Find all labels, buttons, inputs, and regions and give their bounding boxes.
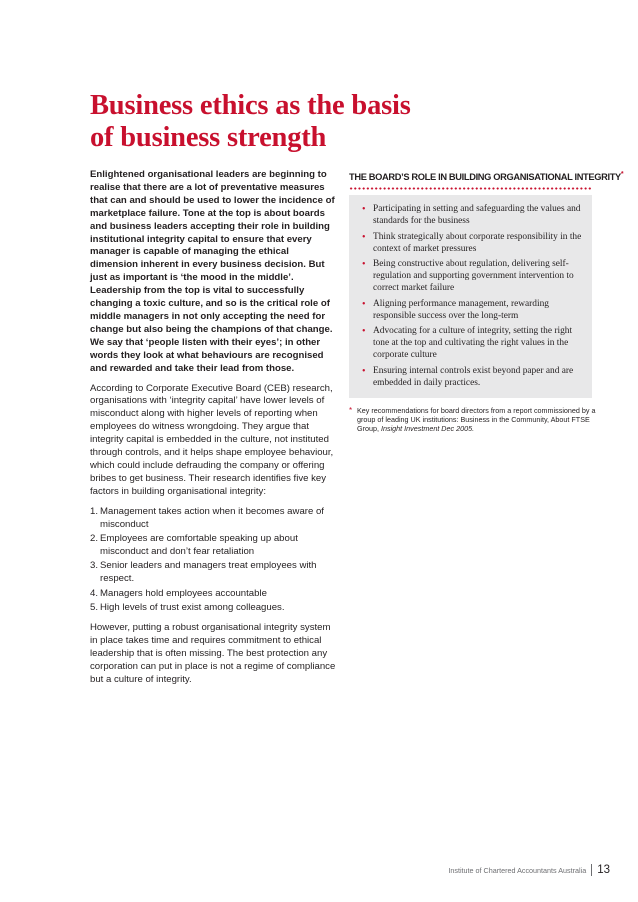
list-item-number: 2.	[90, 533, 99, 545]
dotted-divider	[349, 187, 592, 190]
footnote-source: Insight Investment Dec 2005.	[380, 424, 475, 434]
list-item-text: Advocating for a culture of integrity, setting the right tone at the top and cultivating the right values in the corporate culture	[373, 326, 573, 361]
board-role-list	[357, 204, 584, 390]
list-item-text: High levels of trust exist among colleagues.	[100, 602, 285, 614]
ceb-research-paragraph: According to Corporate Executive Board (CEB) research, organisations with ‘integrity capital’ have lower levels of misconduct along with higher levels of reporting when employees do witness wrongdoing. They argue that integrity capital is embedded in the culture, not instituted through controls, and it helps shape employee behaviour, which could include defrauding the company or offering bribes to get business. Their research identifies five key factors in building organisational integrity:	[90, 382, 334, 497]
list-item	[357, 366, 584, 390]
list-item	[357, 232, 584, 256]
list-item	[357, 299, 584, 323]
list-item	[357, 259, 584, 295]
list-item	[357, 204, 584, 228]
list-item-text: Ensuring internal controls exist beyond paper and are embedded in daily practices.	[373, 365, 574, 388]
page-number: 13	[597, 864, 610, 876]
footer-divider	[591, 864, 592, 876]
list-item	[90, 588, 336, 601]
list-item-text: Employees are comfortable speaking up about misconduct and don’t fear retaliation	[100, 533, 298, 557]
list-item	[90, 560, 336, 586]
list-item	[90, 506, 336, 532]
lead-paragraph: Enlightened organisational leaders are beginning to realise that there are a lot of preventative measures that can and should be used to lower the incidence of marketplace failure. Tone at the top is about boards and business leaders accepting their role in building institutional integrity capital to ensure that every manager is capable of managing the ethical dimension inherent in every business decision. But just as important is ‘the mood in the middle’. Leadership from the top is vital to successfully changing a toxic culture, and so is the critical role of middle managers in not only accepting the need for change but also being the champions of that change. We say that ‘people listen with their eyes’; in other words they look at what behaviours are recognised and rewarded and take their lead from those.	[90, 169, 335, 374]
footnote-marker: *	[620, 171, 624, 178]
board-role-sidebar	[337, 169, 624, 434]
title-line-1: Business ethics as the basis	[90, 90, 411, 121]
footnote	[349, 406, 602, 434]
bullet-icon: •	[362, 231, 366, 243]
bullet-icon: •	[362, 204, 366, 216]
list-item-text: Being constructive about regulation, delivering self-regulation and supporting government intervention to correct market failure	[373, 259, 574, 294]
bullet-icon: •	[362, 259, 366, 271]
page-footer	[448, 864, 610, 876]
closing-paragraph: However, putting a robust organisational integrity system in place takes time and requires commitment to ethical leadership that is often missing. The best protection any corporation can put in place is not a regime of compliance but a culture of integrity.	[90, 622, 336, 685]
list-item-number: 4.	[90, 587, 99, 599]
list-item-number: 5.	[90, 602, 99, 614]
sidebar-box	[349, 195, 592, 398]
list-item-text: Managers hold employees accountable	[100, 587, 267, 599]
list-item-number: 1.	[90, 505, 99, 517]
footnote-text: Key recommendations for board directors from a report commissioned by a group of leading UK institutions: Business in the Community, About FTSE Group,	[357, 405, 596, 434]
main-text-column	[90, 169, 336, 694]
list-item-text: Aligning performance management, rewarding responsible success over the long-term	[373, 298, 549, 321]
list-item-text: Management takes action when it becomes aware of misconduct	[100, 505, 324, 530]
list-item-text: Participating in setting and safeguarding the values and standards for the business	[373, 204, 581, 226]
publisher-name: Institute of Chartered Accountants Australia	[448, 865, 587, 875]
list-item	[357, 326, 584, 362]
list-item-text: Think strategically about corporate responsibility in the context of market pressures	[373, 231, 582, 254]
bullet-icon: •	[362, 365, 366, 377]
list-item-text: Senior leaders and managers treat employees with respect.	[100, 560, 317, 585]
list-item	[90, 602, 336, 615]
list-item	[90, 533, 336, 559]
integrity-factors-list	[90, 506, 336, 616]
list-item-number: 3.	[90, 560, 99, 572]
page-title	[90, 90, 550, 154]
bullet-icon: •	[362, 298, 366, 310]
footnote-marker: *	[349, 405, 353, 415]
title-line-2: of business strength	[90, 122, 327, 153]
sidebar-heading	[349, 169, 624, 183]
bullet-icon: •	[362, 326, 366, 338]
sidebar-heading-text: THE BOARD’S ROLE IN BUILDING ORGANISATIONAL INTEGRITY	[349, 172, 621, 183]
